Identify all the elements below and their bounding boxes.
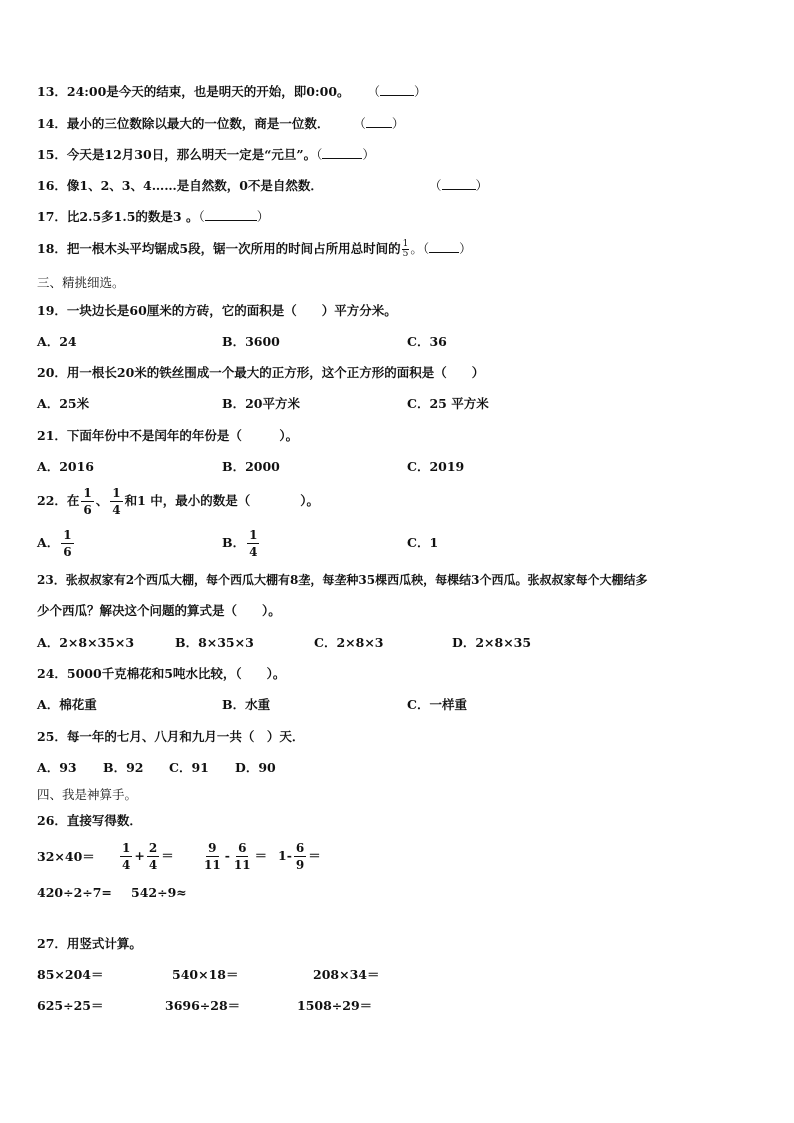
fraction: $\frac{1}{4}$ bbox=[122, 841, 131, 872]
fraction: $\frac{2}{4}$ bbox=[148, 841, 158, 872]
expr-420-div: 420÷2÷7= bbox=[37, 885, 112, 900]
calc-item: 540×18＝ bbox=[172, 967, 239, 982]
answer-blank[interactable] bbox=[380, 83, 414, 96]
question-number: 19． bbox=[37, 303, 67, 318]
option-c[interactable]: C．25 平方米 bbox=[407, 396, 489, 411]
fraction: $\frac{6}{11}$ bbox=[233, 841, 251, 872]
answer-blank[interactable] bbox=[322, 146, 362, 159]
expr-fraction-diff: $\frac{9}{11}$ - $\frac{6}{11}$ ＝ bbox=[204, 841, 268, 872]
option-d[interactable]: D．90 bbox=[235, 760, 276, 775]
answer-paren: （ ） bbox=[198, 209, 270, 224]
option-b[interactable]: B．8×35×3 bbox=[175, 635, 254, 650]
question-number: 26． bbox=[37, 813, 67, 828]
answer-paren: （ ） bbox=[316, 147, 375, 162]
question-number: 20． bbox=[37, 365, 67, 380]
question-text: 每一年的七月、八月和九月一共（ ）天． bbox=[66, 729, 305, 744]
option-b[interactable]: B．20平方米 bbox=[222, 396, 300, 411]
question-text: 5000千克棉花和5吨水比较，（ ）。 bbox=[66, 666, 286, 681]
question-22: 22．在 $\frac{1}{6}$ 、 $\frac{1}{4}$ 和1 中，最小的数是（ ）。 bbox=[37, 486, 319, 517]
option-d[interactable]: D．2×8×35 bbox=[452, 635, 532, 650]
question-text: 比2.5多1.5的数是3 。 bbox=[66, 209, 199, 224]
option-a[interactable]: A．24 bbox=[37, 334, 77, 349]
question-21 bbox=[37, 427, 298, 445]
question-13 bbox=[37, 83, 427, 101]
question-18: 18．把一根木头平均锯成5段，锯一次所用的时间占所用总时间的 $\frac{1}{5}$ 。（ ） bbox=[37, 239, 472, 259]
answer-blank[interactable] bbox=[205, 208, 257, 221]
answer-paren: （ ） bbox=[353, 116, 405, 131]
answer-paren: （ ） bbox=[367, 84, 427, 99]
question-number: 15． bbox=[37, 147, 67, 162]
question-text: 用一根长20米的铁丝围成一个最大的正方形，这个正方形的面积是（ ） bbox=[66, 365, 485, 380]
question-text: 24:00是今天的结束，也是明天的开始，即0:00。 bbox=[66, 84, 350, 99]
fraction-one-sixth: $\frac{1}{6}$ bbox=[63, 528, 72, 559]
question-text: 直接写得数． bbox=[66, 813, 142, 828]
option-b[interactable]: B． $\frac{1}{4}$ bbox=[222, 528, 258, 559]
question-text: 张叔叔家有2个西瓜大棚，每个西瓜大棚有8垄，每垄种35棵西瓜秧，每棵结3个西瓜。张叔叔家每个大棚结多 bbox=[65, 573, 648, 587]
option-a[interactable]: A．2016 bbox=[37, 459, 94, 474]
question-number: 21． bbox=[37, 428, 67, 443]
question-19 bbox=[37, 302, 397, 320]
option-b[interactable]: B．2000 bbox=[222, 459, 280, 474]
section-3-title: 三、精挑细选。 bbox=[37, 275, 125, 290]
calc-item: 3696÷28＝ bbox=[165, 998, 241, 1013]
option-c[interactable]: C．36 bbox=[407, 334, 447, 349]
option-c[interactable]: C．2×8×3 bbox=[314, 635, 384, 650]
option-b[interactable]: B．水重 bbox=[222, 697, 271, 712]
option-b[interactable]: B．92 bbox=[103, 760, 144, 775]
question-24 bbox=[37, 665, 285, 683]
question-20 bbox=[37, 364, 484, 382]
question-17 bbox=[37, 208, 269, 226]
calc-item: 1508÷29＝ bbox=[297, 998, 373, 1013]
expr-fraction-sum: $\frac{1}{4}$ + $\frac{2}{4}$ ＝ bbox=[122, 841, 174, 872]
question-16 bbox=[37, 177, 489, 195]
option-a[interactable]: A．93 bbox=[37, 760, 77, 775]
answer-paren: （ ） bbox=[422, 241, 472, 256]
fraction: $\frac{6}{9}$ bbox=[295, 841, 305, 872]
question-14 bbox=[37, 115, 404, 133]
expr-542-div: 542÷9≈ bbox=[131, 885, 187, 900]
question-23-line-2: 少个西瓜？解决这个问题的算式是（ ）。 bbox=[37, 603, 281, 618]
fraction-one-sixth: $\frac{1}{6}$ bbox=[83, 486, 92, 517]
question-number: 14． bbox=[37, 116, 67, 131]
question-25 bbox=[37, 728, 304, 746]
option-a[interactable]: A．2×8×35×3 bbox=[37, 635, 135, 650]
calc-item: 208×34＝ bbox=[313, 967, 380, 982]
fraction-one-fifth: $\frac{1}{5}$ bbox=[402, 239, 409, 259]
question-number: 22． bbox=[37, 493, 67, 508]
question-number: 16． bbox=[37, 178, 67, 193]
section-4-title: 四、我是神算手。 bbox=[37, 787, 138, 802]
option-b[interactable]: B．3600 bbox=[222, 334, 280, 349]
question-text: 下面年份中不是闰年的年份是（ ）。 bbox=[66, 428, 299, 443]
question-number: 24． bbox=[37, 666, 67, 681]
question-text: 用竖式计算。 bbox=[66, 936, 142, 951]
expr-32x40: 32×40＝ bbox=[37, 849, 95, 864]
answer-blank[interactable] bbox=[442, 177, 476, 190]
answer-blank[interactable] bbox=[366, 115, 392, 128]
option-c[interactable]: C．2019 bbox=[407, 459, 465, 474]
answer-blank[interactable] bbox=[429, 240, 459, 253]
question-number: 17． bbox=[37, 209, 67, 224]
option-a[interactable]: A．棉花重 bbox=[37, 697, 97, 712]
option-a[interactable]: A． $\frac{1}{6}$ bbox=[37, 528, 72, 559]
fraction-one-fourth: $\frac{1}{4}$ bbox=[112, 486, 121, 517]
question-number: 27． bbox=[37, 936, 67, 951]
question-text: 一块边长是60厘米的方砖，它的面积是（ ）平方分米。 bbox=[66, 303, 397, 318]
fraction: $\frac{9}{11}$ bbox=[204, 841, 221, 872]
question-number: 23． bbox=[37, 573, 66, 587]
question-number: 25． bbox=[37, 729, 67, 744]
question-number: 13． bbox=[37, 84, 67, 99]
question-number: 18． bbox=[37, 241, 67, 256]
calc-item: 85×204＝ bbox=[37, 967, 104, 982]
fraction-one-fourth: $\frac{1}{4}$ bbox=[249, 528, 258, 559]
option-c[interactable]: C．一样重 bbox=[407, 697, 467, 712]
question-text: 今天是12月30日，那么明天一定是“元旦”。 bbox=[66, 147, 317, 162]
option-a[interactable]: A．25米 bbox=[37, 396, 90, 411]
question-27 bbox=[37, 935, 142, 953]
option-c[interactable]: C．1 bbox=[407, 535, 439, 550]
calc-item: 625÷25＝ bbox=[37, 998, 104, 1013]
question-15 bbox=[37, 146, 375, 164]
option-c[interactable]: C．91 bbox=[169, 760, 209, 775]
question-text: 最小的三位数除以最大的一位数，商是一位数． bbox=[66, 116, 330, 131]
question-text: 把一根木头平均锯成5段，锯一次所用的时间占所用总时间的 bbox=[66, 241, 401, 256]
expr-one-minus-fraction: 1- $\frac{6}{9}$ ＝ bbox=[278, 841, 321, 872]
question-23-line-1 bbox=[37, 571, 647, 589]
question-text: 像1、2、3、4……是自然数，0不是自然数． bbox=[66, 178, 323, 193]
question-26 bbox=[37, 812, 142, 830]
answer-paren: （ ） bbox=[429, 178, 489, 193]
